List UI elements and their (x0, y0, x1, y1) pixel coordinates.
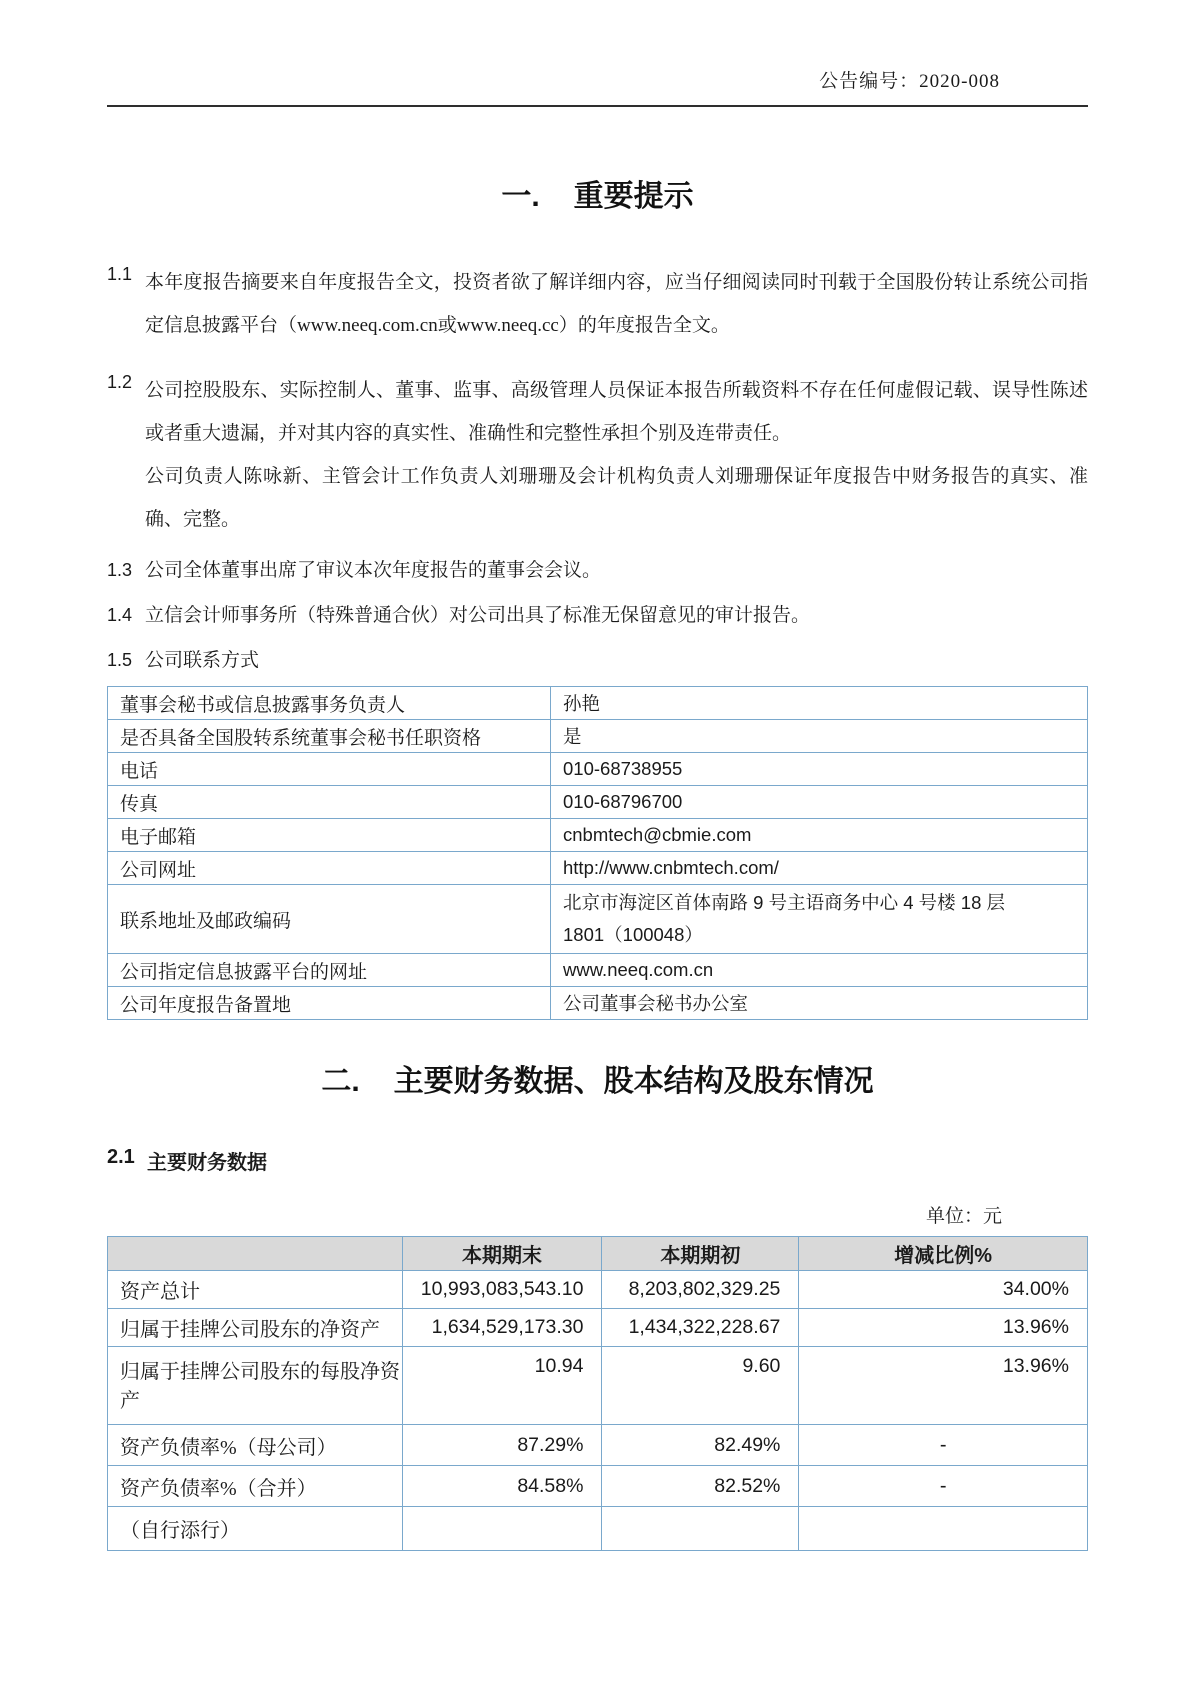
item-paragraph: 公司控股股东、实际控制人、董事、监事、高级管理人员保证本报告所载资料不存在任何虚假记载、误导性陈述或者重大遗漏，并对其内容的真实性、准确性和完整性承担个别及连带责任。 (145, 380, 1088, 444)
table-row (108, 786, 1088, 819)
cell-change: 34.00% (799, 1271, 1088, 1309)
subsection-number: 2.1 (107, 1146, 135, 1168)
row-label: 归属于挂牌公司股东的每股净资产 (108, 1347, 403, 1425)
contact-table (107, 686, 1088, 1020)
row-label: 资产负债率%（母公司） (108, 1425, 403, 1466)
address-line-1: 北京市海淀区首体南路 9 号主语商务中心 4 号楼 18 层 (563, 892, 1005, 913)
cell-prior: 82.52% (602, 1466, 799, 1507)
table-row (108, 954, 1088, 987)
list-item-1-4 (107, 601, 1088, 631)
item-text (145, 369, 1088, 541)
unit-note: 单位：元 (925, 1206, 1002, 1227)
section2-heading (107, 1056, 1088, 1100)
row-label: 传真 (108, 786, 551, 819)
table-row (108, 1271, 1088, 1309)
cell-change (799, 1507, 1088, 1551)
section1-items (107, 261, 1088, 676)
financial-table (107, 1236, 1088, 1551)
row-label: 公司年度报告备置地 (108, 987, 551, 1020)
item-paragraph: 本年度报告摘要来自年度报告全文，投资者欲了解详细内容，应当仔细阅读同时刊载于全国股份转让系统公司指定信息披露平台（www.neeq.com.cn或www.neeq.cc）的年度报告全文。 (145, 272, 1088, 336)
table-row (108, 1347, 1088, 1425)
item-text (145, 261, 1088, 347)
section1-number: 一. (501, 180, 540, 213)
col-header-change: 增减比例% (799, 1237, 1088, 1271)
cell-change: 13.96% (799, 1347, 1088, 1425)
cell-change: - (799, 1466, 1088, 1507)
table-row (108, 1309, 1088, 1347)
row-value: 是 (551, 720, 1088, 753)
cell-current (402, 1507, 602, 1551)
cell-current: 10,993,083,543.10 (402, 1271, 602, 1309)
list-item-1-5 (107, 646, 1088, 676)
table-row (108, 987, 1088, 1020)
subsection-heading (107, 1146, 1088, 1175)
item-number: 1.3 (107, 560, 133, 580)
row-value-fax: 010-68796700 (551, 786, 1088, 819)
cell-change: 13.96% (799, 1309, 1088, 1347)
row-value-report-location: 公司董事会秘书办公室 (551, 987, 1088, 1020)
col-header-current: 本期期末 (402, 1237, 602, 1271)
row-label: 电子邮箱 (108, 819, 551, 852)
row-value-phone: 010-68738955 (551, 753, 1088, 786)
cell-change: - (799, 1425, 1088, 1466)
table-row (108, 1466, 1088, 1507)
list-item-1-3 (107, 556, 1088, 586)
table-row (108, 819, 1088, 852)
address-line-2: 1801（100048） (563, 924, 703, 945)
section1-title: 重要提示 (573, 180, 694, 213)
cell-prior: 9.60 (602, 1347, 799, 1425)
row-label: 联系地址及邮政编码 (108, 885, 551, 954)
table-row (108, 1507, 1088, 1551)
row-value-disclosure-site: www.neeq.com.cn (551, 954, 1088, 987)
row-label: 是否具备全国股转系统董事会秘书任职资格 (108, 720, 551, 753)
table-header-row (108, 1237, 1088, 1271)
item-paragraph: 公司全体董事出席了审议本次年度报告的董事会会议。 (145, 560, 602, 581)
cell-current: 1,634,529,173.30 (402, 1309, 602, 1347)
row-label: （自行添行） (108, 1507, 403, 1551)
section1-heading (107, 171, 1088, 215)
row-value-website: http://www.cnbmtech.com/ (551, 852, 1088, 885)
item-number: 1.4 (107, 605, 133, 625)
row-label: 公司网址 (108, 852, 551, 885)
table-row (108, 720, 1088, 753)
row-label: 资产负债率%（合并） (108, 1466, 403, 1507)
page-content (107, 0, 1088, 1551)
row-label: 董事会秘书或信息披露事务负责人 (108, 687, 551, 720)
list-item-1-1 (107, 261, 1088, 347)
cell-current: 10.94 (402, 1347, 602, 1425)
section2-number: 二. (321, 1065, 360, 1098)
row-label: 归属于挂牌公司股东的净资产 (108, 1309, 403, 1347)
cell-current: 84.58% (402, 1466, 602, 1507)
item-paragraph: 公司联系方式 (145, 650, 260, 671)
cell-prior: 82.49% (602, 1425, 799, 1466)
item-number: 1.2 (107, 372, 133, 392)
header-rule (107, 105, 1088, 107)
row-value: 孙艳 (551, 687, 1088, 720)
row-label: 资产总计 (108, 1271, 403, 1309)
table-row (108, 852, 1088, 885)
cell-prior: 8,203,802,329.25 (602, 1271, 799, 1309)
row-value-address (551, 885, 1088, 954)
col-header-prior: 本期期初 (602, 1237, 799, 1271)
table-row (108, 885, 1088, 954)
section2-title: 主要财务数据、股本结构及股东情况 (393, 1065, 874, 1098)
cell-prior (602, 1507, 799, 1551)
list-item-1-2 (107, 369, 1088, 541)
announcement-number: 公告编号：2020-008 (819, 71, 1000, 92)
item-number: 1.1 (107, 264, 133, 284)
cell-prior: 1,434,322,228.67 (602, 1309, 799, 1347)
table-row (108, 753, 1088, 786)
cell-current: 87.29% (402, 1425, 602, 1466)
row-label: 公司指定信息披露平台的网址 (108, 954, 551, 987)
row-label: 电话 (108, 753, 551, 786)
item-number: 1.5 (107, 650, 133, 670)
item-paragraph: 公司负责人陈咏新、主管会计工作负责人刘珊珊及会计机构负责人刘珊珊保证年度报告中财务报告的真实、准确、完整。 (145, 466, 1088, 530)
subsection-title: 主要财务数据 (147, 1152, 267, 1174)
item-paragraph: 立信会计师事务所（特殊普通合伙）对公司出具了标准无保留意见的审计报告。 (145, 605, 811, 626)
table-row (108, 1425, 1088, 1466)
col-header-blank (108, 1237, 403, 1271)
row-value-email: cnbmtech@cbmie.com (551, 819, 1088, 852)
table-row (108, 687, 1088, 720)
